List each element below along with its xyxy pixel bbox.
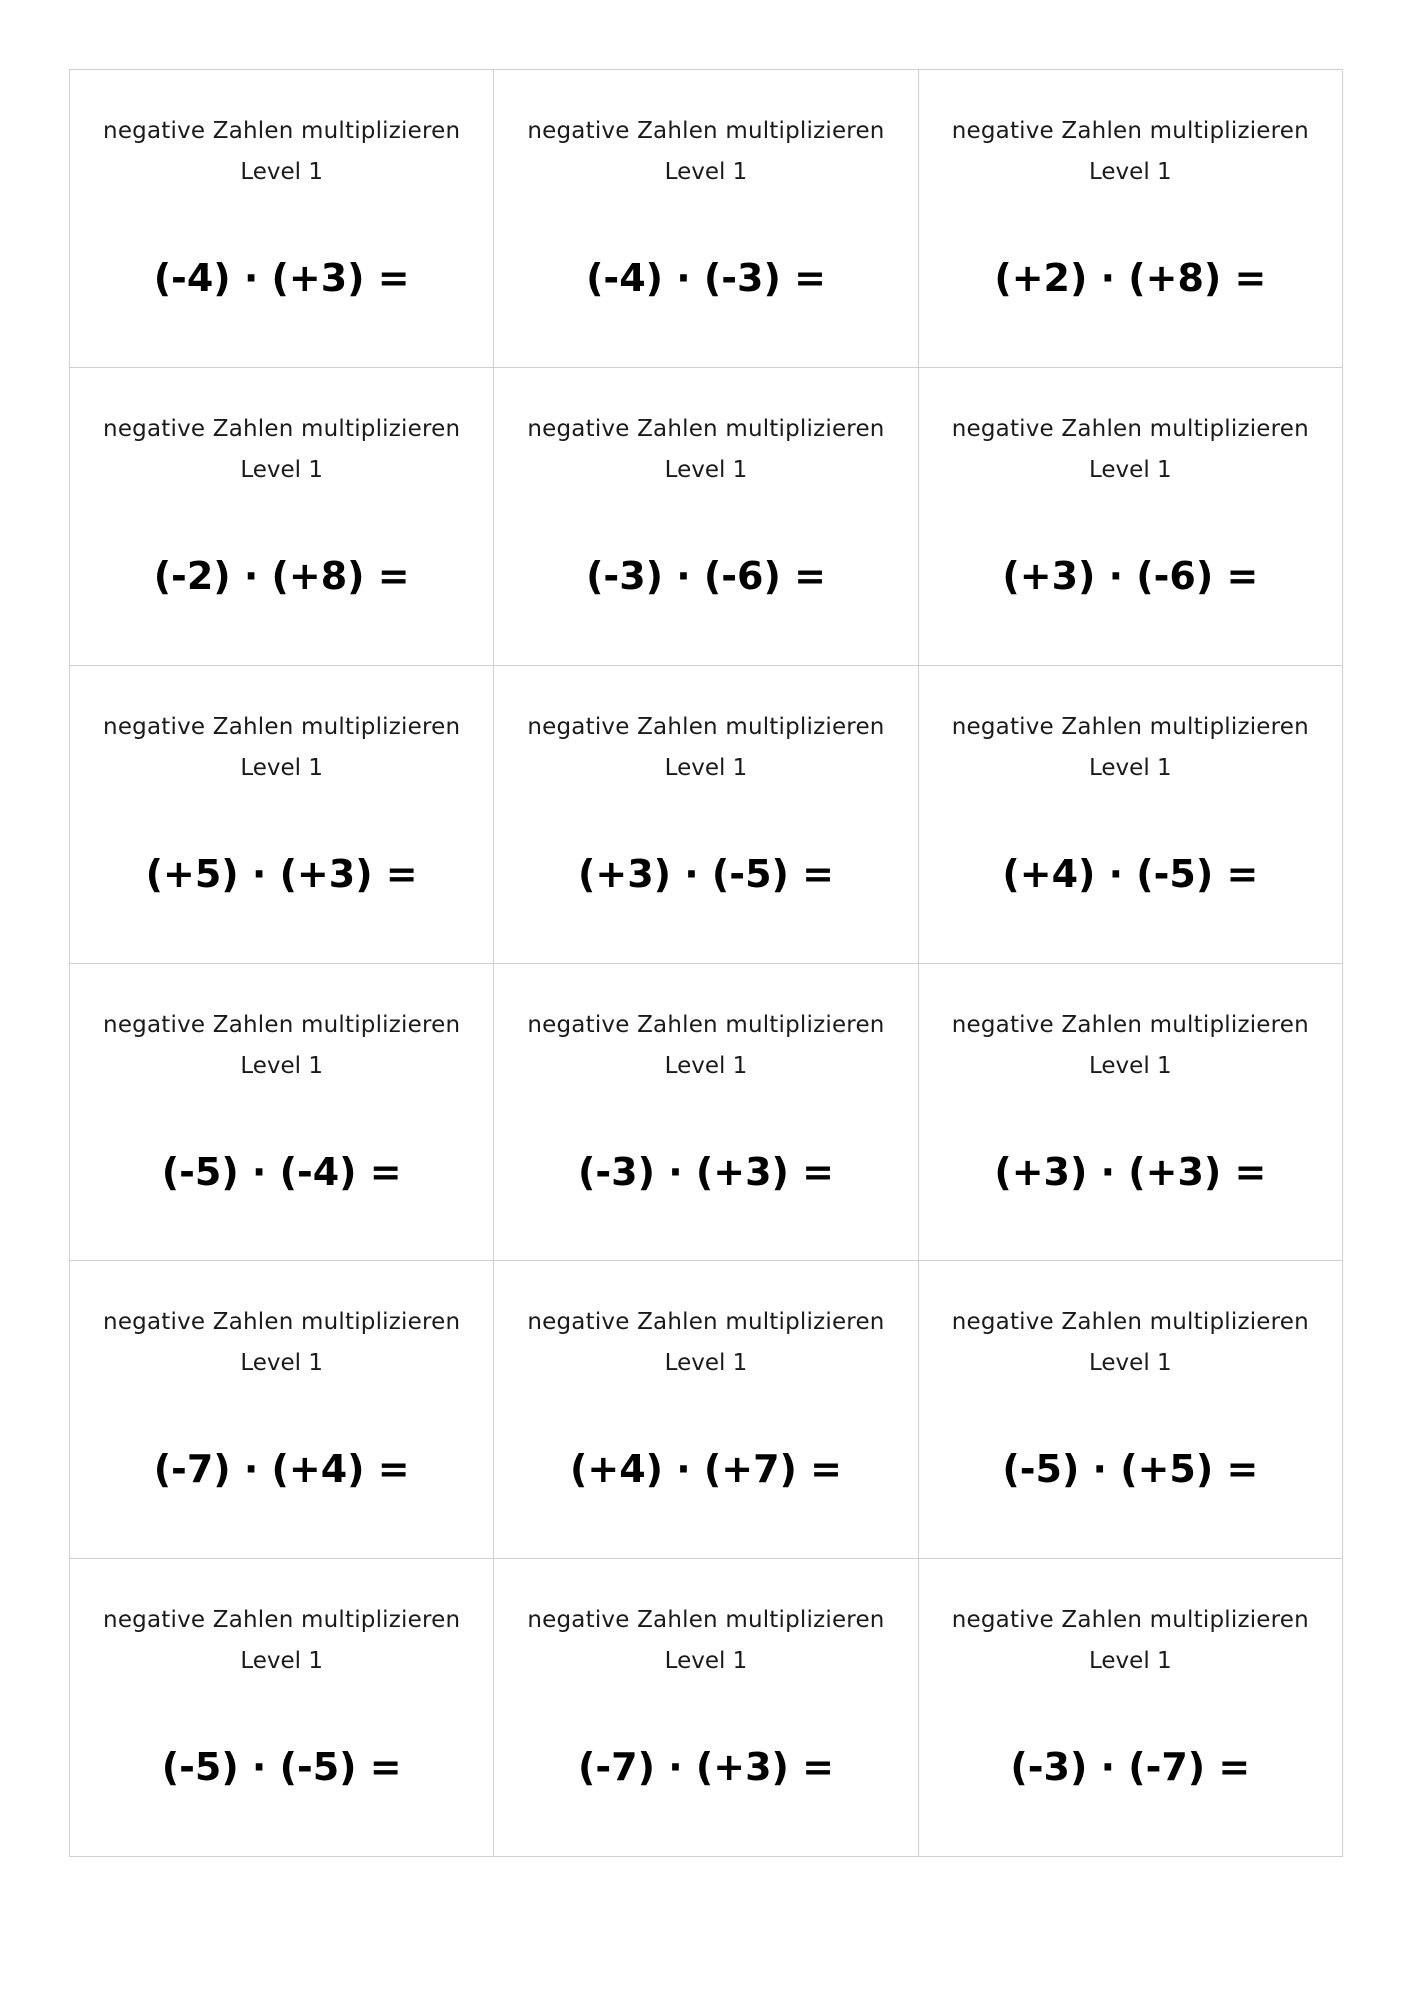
card-task: (+3) · (+3) =: [994, 1149, 1267, 1194]
task-card: [494, 368, 918, 666]
card-level: Level 1: [664, 159, 748, 185]
card-topic: negative Zahlen multiplizieren: [951, 118, 1309, 144]
task-card: [70, 964, 494, 1262]
card-topic: negative Zahlen multiplizieren: [103, 118, 461, 144]
card-level: Level 1: [240, 1052, 323, 1079]
card-topic: negative Zahlen multiplizieren: [527, 1309, 885, 1336]
card-level: Level 1: [240, 159, 323, 185]
card-level: Level 1: [1089, 1052, 1172, 1079]
card-level: Level 1: [240, 754, 323, 781]
card-topic: negative Zahlen multiplizieren: [951, 415, 1309, 442]
card-topic: negative Zahlen multiplizieren: [527, 713, 885, 740]
card-task: (-2) · (+8) =: [153, 553, 410, 598]
card-level: Level 1: [664, 1350, 748, 1377]
card-topic: negative Zahlen multiplizieren: [951, 1309, 1309, 1336]
card-level: Level 1: [240, 456, 323, 483]
card-topic: negative Zahlen multiplizieren: [527, 118, 885, 144]
task-card: [919, 1261, 1343, 1559]
card-topic: negative Zahlen multiplizieren: [103, 415, 461, 442]
card-level: Level 1: [240, 1648, 323, 1675]
card-level: Level 1: [664, 1052, 748, 1079]
card-topic: negative Zahlen multiplizieren: [527, 415, 885, 442]
task-card: [494, 1559, 918, 1857]
card-topic: negative Zahlen multiplizieren: [527, 1607, 885, 1634]
card-topic: negative Zahlen multiplizieren: [951, 1607, 1309, 1634]
task-card: [919, 964, 1343, 1262]
task-card: [70, 70, 494, 368]
task-card: [70, 368, 494, 666]
card-level: Level 1: [664, 754, 748, 781]
card-task: (+4) · (+7) =: [569, 1447, 842, 1492]
card-sheet: [69, 69, 1343, 1857]
card-level: Level 1: [664, 1648, 748, 1675]
card-task: (-7) · (+3) =: [578, 1745, 834, 1790]
card-task: (-3) · (+3) =: [578, 1149, 834, 1194]
card-task: (-5) · (-4) =: [161, 1149, 402, 1194]
card-topic: negative Zahlen multiplizieren: [527, 1011, 885, 1038]
task-card: [494, 964, 918, 1262]
card-task: (+3) · (-5) =: [578, 851, 834, 896]
task-card: [919, 70, 1343, 368]
card-task: (-4) · (-3) =: [586, 256, 826, 300]
task-card: [70, 666, 494, 964]
card-level: Level 1: [1089, 456, 1172, 483]
card-level: Level 1: [1089, 754, 1172, 781]
card-level: Level 1: [240, 1350, 323, 1377]
card-task: (-7) · (+4) =: [153, 1447, 410, 1492]
card-level: Level 1: [1089, 1648, 1172, 1675]
card-level: Level 1: [1089, 1350, 1172, 1377]
card-task: (-5) · (-5) =: [161, 1745, 402, 1790]
card-topic: negative Zahlen multiplizieren: [103, 1309, 461, 1336]
task-card: [919, 1559, 1343, 1857]
card-task: (+2) · (+8) =: [994, 256, 1267, 300]
card-topic: negative Zahlen multiplizieren: [103, 1011, 461, 1038]
card-task: (-3) · (-7) =: [1010, 1745, 1251, 1790]
card-task: (+5) · (+3) =: [145, 851, 418, 896]
task-card: [494, 1261, 918, 1559]
task-card: [70, 1261, 494, 1559]
card-topic: negative Zahlen multiplizieren: [103, 713, 461, 740]
card-topic: negative Zahlen multiplizieren: [103, 1607, 461, 1634]
card-level: Level 1: [1089, 159, 1172, 185]
task-card: [919, 666, 1343, 964]
task-card: [494, 70, 918, 368]
card-topic: negative Zahlen multiplizieren: [951, 713, 1309, 740]
card-topic: negative Zahlen multiplizieren: [951, 1011, 1309, 1038]
card-task: (-4) · (+3) =: [153, 256, 410, 300]
card-task: (+4) · (-5) =: [1002, 851, 1259, 896]
task-card: [70, 1559, 494, 1857]
card-task: (-3) · (-6) =: [586, 553, 826, 598]
task-card: [494, 666, 918, 964]
card-level: Level 1: [664, 456, 748, 483]
card-task: (-5) · (+5) =: [1002, 1447, 1259, 1492]
card-task: (+3) · (-6) =: [1002, 553, 1259, 598]
task-card: [919, 368, 1343, 666]
